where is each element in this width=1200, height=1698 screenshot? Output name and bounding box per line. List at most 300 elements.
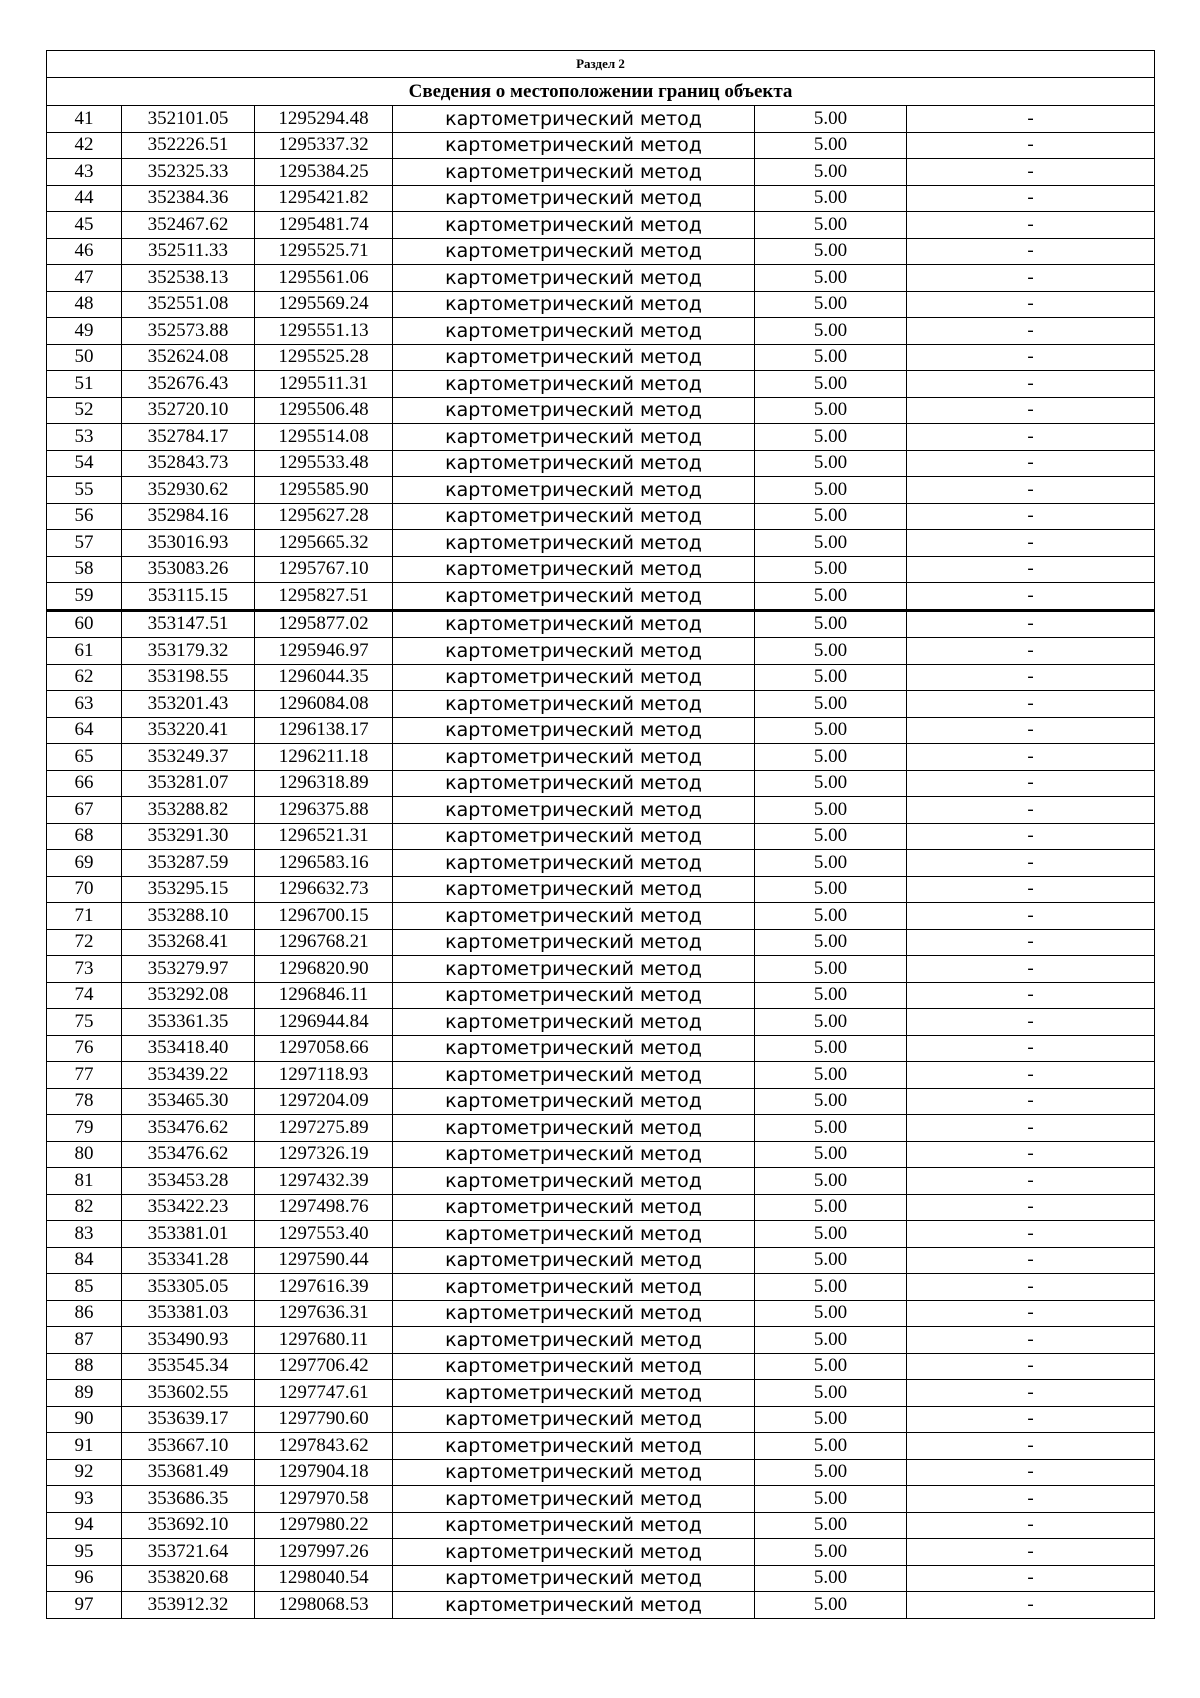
- point-number-cell: 66: [47, 770, 122, 797]
- note-cell: -: [907, 265, 1155, 292]
- x-coordinate-cell: 353361.35: [122, 1009, 255, 1036]
- point-number-cell: 49: [47, 318, 122, 345]
- note-cell: -: [907, 450, 1155, 477]
- method-cell: картометрический метод: [393, 371, 755, 398]
- x-coordinate-cell: 353220.41: [122, 717, 255, 744]
- x-coordinate-cell: 353912.32: [122, 1592, 255, 1619]
- point-number-cell: 80: [47, 1141, 122, 1168]
- y-coordinate-cell: 1297680.11: [255, 1327, 393, 1354]
- point-number-cell: 87: [47, 1327, 122, 1354]
- point-number-cell: 93: [47, 1486, 122, 1513]
- accuracy-cell: 5.00: [755, 744, 907, 771]
- table-row: [47, 1009, 1155, 1036]
- y-coordinate-cell: 1297590.44: [255, 1247, 393, 1274]
- table-row: [47, 238, 1155, 265]
- point-number-cell: 82: [47, 1194, 122, 1221]
- accuracy-cell: 5.00: [755, 212, 907, 239]
- point-number-cell: 95: [47, 1539, 122, 1566]
- y-coordinate-cell: 1296632.73: [255, 876, 393, 903]
- point-number-cell: 65: [47, 744, 122, 771]
- method-cell: картометрический метод: [393, 1035, 755, 1062]
- x-coordinate-cell: 352384.36: [122, 185, 255, 212]
- table-row: [47, 956, 1155, 983]
- method-cell: картометрический метод: [393, 397, 755, 424]
- point-number-cell: 77: [47, 1062, 122, 1089]
- y-coordinate-cell: 1295561.06: [255, 265, 393, 292]
- accuracy-cell: 5.00: [755, 291, 907, 318]
- x-coordinate-cell: 353820.68: [122, 1565, 255, 1592]
- method-cell: картометрический метод: [393, 344, 755, 371]
- method-cell: картометрический метод: [393, 106, 755, 133]
- note-cell: -: [907, 1539, 1155, 1566]
- x-coordinate-cell: 353268.41: [122, 929, 255, 956]
- accuracy-cell: 5.00: [755, 982, 907, 1009]
- point-number-cell: 85: [47, 1274, 122, 1301]
- table-row: [47, 1062, 1155, 1089]
- table-row: [47, 1486, 1155, 1513]
- method-cell: картометрический метод: [393, 823, 755, 850]
- table-row: [47, 717, 1155, 744]
- y-coordinate-cell: 1297498.76: [255, 1194, 393, 1221]
- table-row: [47, 1035, 1155, 1062]
- table-title: Сведения о местоположении границ объекта: [47, 78, 1155, 106]
- x-coordinate-cell: 353602.55: [122, 1380, 255, 1407]
- table-row: [47, 1115, 1155, 1142]
- method-cell: картометрический метод: [393, 1115, 755, 1142]
- note-cell: -: [907, 717, 1155, 744]
- method-cell: картометрический метод: [393, 850, 755, 877]
- x-coordinate-cell: 353381.03: [122, 1300, 255, 1327]
- y-coordinate-cell: 1297616.39: [255, 1274, 393, 1301]
- table-row: [47, 132, 1155, 159]
- note-cell: -: [907, 1300, 1155, 1327]
- point-number-cell: 73: [47, 956, 122, 983]
- accuracy-cell: 5.00: [755, 424, 907, 451]
- note-cell: -: [907, 212, 1155, 239]
- y-coordinate-cell: 1295627.28: [255, 503, 393, 530]
- method-cell: картометрический метод: [393, 744, 755, 771]
- method-cell: картометрический метод: [393, 185, 755, 212]
- table-row: [47, 318, 1155, 345]
- x-coordinate-cell: 353115.15: [122, 583, 255, 611]
- y-coordinate-cell: 1295511.31: [255, 371, 393, 398]
- x-coordinate-cell: 353288.10: [122, 903, 255, 930]
- point-number-cell: 60: [47, 610, 122, 638]
- x-coordinate-cell: 353281.07: [122, 770, 255, 797]
- x-coordinate-cell: 352676.43: [122, 371, 255, 398]
- x-coordinate-cell: 353490.93: [122, 1327, 255, 1354]
- table-row: [47, 1300, 1155, 1327]
- x-coordinate-cell: 353721.64: [122, 1539, 255, 1566]
- note-cell: -: [907, 1433, 1155, 1460]
- table-row: [47, 397, 1155, 424]
- method-cell: картометрический метод: [393, 1300, 755, 1327]
- section-label: Раздел 2: [47, 51, 1155, 78]
- table-row: [47, 691, 1155, 718]
- y-coordinate-cell: 1297706.42: [255, 1353, 393, 1380]
- accuracy-cell: 5.00: [755, 717, 907, 744]
- note-cell: -: [907, 344, 1155, 371]
- x-coordinate-cell: 352720.10: [122, 397, 255, 424]
- x-coordinate-cell: 352624.08: [122, 344, 255, 371]
- y-coordinate-cell: 1297326.19: [255, 1141, 393, 1168]
- note-cell: -: [907, 159, 1155, 186]
- point-number-cell: 43: [47, 159, 122, 186]
- table-row: [47, 1141, 1155, 1168]
- point-number-cell: 64: [47, 717, 122, 744]
- note-cell: -: [907, 1168, 1155, 1195]
- method-cell: картометрический метод: [393, 664, 755, 691]
- y-coordinate-cell: 1296700.15: [255, 903, 393, 930]
- note-cell: -: [907, 1194, 1155, 1221]
- note-cell: -: [907, 982, 1155, 1009]
- x-coordinate-cell: 353476.62: [122, 1115, 255, 1142]
- y-coordinate-cell: 1297553.40: [255, 1221, 393, 1248]
- method-cell: картометрический метод: [393, 1274, 755, 1301]
- x-coordinate-cell: 353439.22: [122, 1062, 255, 1089]
- accuracy-cell: 5.00: [755, 1300, 907, 1327]
- method-cell: картометрический метод: [393, 477, 755, 504]
- y-coordinate-cell: 1295294.48: [255, 106, 393, 133]
- y-coordinate-cell: 1295481.74: [255, 212, 393, 239]
- accuracy-cell: 5.00: [755, 132, 907, 159]
- note-cell: -: [907, 956, 1155, 983]
- accuracy-cell: 5.00: [755, 1274, 907, 1301]
- accuracy-cell: 5.00: [755, 265, 907, 292]
- table-row: [47, 1406, 1155, 1433]
- note-cell: -: [907, 1009, 1155, 1036]
- note-cell: -: [907, 291, 1155, 318]
- method-cell: картометрический метод: [393, 876, 755, 903]
- note-cell: -: [907, 106, 1155, 133]
- method-cell: картометрический метод: [393, 1592, 755, 1619]
- x-coordinate-cell: 352467.62: [122, 212, 255, 239]
- table-row: [47, 212, 1155, 239]
- accuracy-cell: 5.00: [755, 1115, 907, 1142]
- method-cell: картометрический метод: [393, 903, 755, 930]
- point-number-cell: 68: [47, 823, 122, 850]
- note-cell: -: [907, 1088, 1155, 1115]
- note-cell: -: [907, 1247, 1155, 1274]
- note-cell: -: [907, 1380, 1155, 1407]
- note-cell: -: [907, 823, 1155, 850]
- point-number-cell: 96: [47, 1565, 122, 1592]
- y-coordinate-cell: 1295384.25: [255, 159, 393, 186]
- method-cell: картометрический метод: [393, 956, 755, 983]
- y-coordinate-cell: 1298068.53: [255, 1592, 393, 1619]
- y-coordinate-cell: 1297980.22: [255, 1512, 393, 1539]
- table-row: [47, 477, 1155, 504]
- method-cell: картометрический метод: [393, 318, 755, 345]
- table-row: [47, 424, 1155, 451]
- table-row: [47, 291, 1155, 318]
- y-coordinate-cell: 1297118.93: [255, 1062, 393, 1089]
- point-number-cell: 88: [47, 1353, 122, 1380]
- note-cell: -: [907, 744, 1155, 771]
- point-number-cell: 59: [47, 583, 122, 611]
- y-coordinate-cell: 1295827.51: [255, 583, 393, 611]
- y-coordinate-cell: 1295569.24: [255, 291, 393, 318]
- method-cell: картометрический метод: [393, 530, 755, 557]
- note-cell: -: [907, 185, 1155, 212]
- x-coordinate-cell: 353476.62: [122, 1141, 255, 1168]
- x-coordinate-cell: 353279.97: [122, 956, 255, 983]
- table-row: [47, 1539, 1155, 1566]
- method-cell: картометрический метод: [393, 1512, 755, 1539]
- method-cell: картометрический метод: [393, 1539, 755, 1566]
- x-coordinate-cell: 353667.10: [122, 1433, 255, 1460]
- note-cell: -: [907, 1353, 1155, 1380]
- note-cell: -: [907, 1274, 1155, 1301]
- point-number-cell: 91: [47, 1433, 122, 1460]
- accuracy-cell: 5.00: [755, 530, 907, 557]
- table-row: [47, 503, 1155, 530]
- note-cell: -: [907, 797, 1155, 824]
- y-coordinate-cell: 1297275.89: [255, 1115, 393, 1142]
- y-coordinate-cell: 1296044.35: [255, 664, 393, 691]
- table-row: [47, 1380, 1155, 1407]
- point-number-cell: 92: [47, 1459, 122, 1486]
- table-row: [47, 797, 1155, 824]
- y-coordinate-cell: 1295525.71: [255, 238, 393, 265]
- y-coordinate-cell: 1297636.31: [255, 1300, 393, 1327]
- y-coordinate-cell: 1296944.84: [255, 1009, 393, 1036]
- accuracy-cell: 5.00: [755, 956, 907, 983]
- point-number-cell: 52: [47, 397, 122, 424]
- y-coordinate-cell: 1295767.10: [255, 556, 393, 583]
- accuracy-cell: 5.00: [755, 1486, 907, 1513]
- x-coordinate-cell: 352784.17: [122, 424, 255, 451]
- y-coordinate-cell: 1295337.32: [255, 132, 393, 159]
- y-coordinate-cell: 1297997.26: [255, 1539, 393, 1566]
- y-coordinate-cell: 1296521.31: [255, 823, 393, 850]
- y-coordinate-cell: 1295514.08: [255, 424, 393, 451]
- accuracy-cell: 5.00: [755, 903, 907, 930]
- accuracy-cell: 5.00: [755, 556, 907, 583]
- y-coordinate-cell: 1297904.18: [255, 1459, 393, 1486]
- x-coordinate-cell: 353422.23: [122, 1194, 255, 1221]
- accuracy-cell: 5.00: [755, 610, 907, 638]
- x-coordinate-cell: 353692.10: [122, 1512, 255, 1539]
- table-row: [47, 744, 1155, 771]
- table-row: [47, 1592, 1155, 1619]
- point-number-cell: 97: [47, 1592, 122, 1619]
- table-row: [47, 610, 1155, 638]
- note-cell: -: [907, 770, 1155, 797]
- y-coordinate-cell: 1296375.88: [255, 797, 393, 824]
- method-cell: картометрический метод: [393, 610, 755, 638]
- accuracy-cell: 5.00: [755, 450, 907, 477]
- accuracy-cell: 5.00: [755, 106, 907, 133]
- note-cell: -: [907, 1406, 1155, 1433]
- table-row: [47, 903, 1155, 930]
- accuracy-cell: 5.00: [755, 850, 907, 877]
- table-row: [47, 876, 1155, 903]
- accuracy-cell: 5.00: [755, 1009, 907, 1036]
- y-coordinate-cell: 1296583.16: [255, 850, 393, 877]
- y-coordinate-cell: 1295551.13: [255, 318, 393, 345]
- accuracy-cell: 5.00: [755, 1194, 907, 1221]
- accuracy-cell: 5.00: [755, 929, 907, 956]
- accuracy-cell: 5.00: [755, 770, 907, 797]
- table-row: [47, 1433, 1155, 1460]
- note-cell: -: [907, 1565, 1155, 1592]
- accuracy-cell: 5.00: [755, 344, 907, 371]
- note-cell: -: [907, 691, 1155, 718]
- table-row: [47, 982, 1155, 1009]
- method-cell: картометрический метод: [393, 1221, 755, 1248]
- note-cell: -: [907, 318, 1155, 345]
- x-coordinate-cell: 353381.01: [122, 1221, 255, 1248]
- y-coordinate-cell: 1297058.66: [255, 1035, 393, 1062]
- x-coordinate-cell: 352930.62: [122, 477, 255, 504]
- x-coordinate-cell: 353465.30: [122, 1088, 255, 1115]
- accuracy-cell: 5.00: [755, 185, 907, 212]
- point-number-cell: 48: [47, 291, 122, 318]
- note-cell: -: [907, 1221, 1155, 1248]
- y-coordinate-cell: 1297432.39: [255, 1168, 393, 1195]
- x-coordinate-cell: 353016.93: [122, 530, 255, 557]
- method-cell: картометрический метод: [393, 1406, 755, 1433]
- method-cell: картометрический метод: [393, 159, 755, 186]
- point-number-cell: 89: [47, 1380, 122, 1407]
- x-coordinate-cell: 352101.05: [122, 106, 255, 133]
- accuracy-cell: 5.00: [755, 1539, 907, 1566]
- note-cell: -: [907, 1062, 1155, 1089]
- y-coordinate-cell: 1297970.58: [255, 1486, 393, 1513]
- boundary-coordinates-table: [46, 50, 1155, 1619]
- document-page: [46, 50, 1154, 1619]
- method-cell: картометрический метод: [393, 556, 755, 583]
- x-coordinate-cell: 353305.05: [122, 1274, 255, 1301]
- table-row: [47, 1088, 1155, 1115]
- x-coordinate-cell: 353639.17: [122, 1406, 255, 1433]
- table-row: [47, 1327, 1155, 1354]
- y-coordinate-cell: 1295506.48: [255, 397, 393, 424]
- point-number-cell: 57: [47, 530, 122, 557]
- x-coordinate-cell: 353287.59: [122, 850, 255, 877]
- note-cell: -: [907, 583, 1155, 611]
- accuracy-cell: 5.00: [755, 1247, 907, 1274]
- method-cell: картометрический метод: [393, 1353, 755, 1380]
- point-number-cell: 94: [47, 1512, 122, 1539]
- method-cell: картометрический метод: [393, 1141, 755, 1168]
- note-cell: -: [907, 1512, 1155, 1539]
- accuracy-cell: 5.00: [755, 1433, 907, 1460]
- table-row: [47, 185, 1155, 212]
- accuracy-cell: 5.00: [755, 238, 907, 265]
- note-cell: -: [907, 1486, 1155, 1513]
- method-cell: картометрический метод: [393, 238, 755, 265]
- y-coordinate-cell: 1295665.32: [255, 530, 393, 557]
- point-number-cell: 71: [47, 903, 122, 930]
- table-row: [47, 1459, 1155, 1486]
- table-row: [47, 106, 1155, 133]
- method-cell: картометрический метод: [393, 797, 755, 824]
- accuracy-cell: 5.00: [755, 1035, 907, 1062]
- table-row: [47, 664, 1155, 691]
- point-number-cell: 67: [47, 797, 122, 824]
- method-cell: картометрический метод: [393, 1194, 755, 1221]
- accuracy-cell: 5.00: [755, 823, 907, 850]
- x-coordinate-cell: 353681.49: [122, 1459, 255, 1486]
- point-number-cell: 70: [47, 876, 122, 903]
- method-cell: картометрический метод: [393, 1247, 755, 1274]
- table-row: [47, 1353, 1155, 1380]
- method-cell: картометрический метод: [393, 1009, 755, 1036]
- method-cell: картометрический метод: [393, 770, 755, 797]
- method-cell: картометрический метод: [393, 1486, 755, 1513]
- note-cell: -: [907, 638, 1155, 665]
- point-number-cell: 61: [47, 638, 122, 665]
- method-cell: картометрический метод: [393, 265, 755, 292]
- accuracy-cell: 5.00: [755, 1592, 907, 1619]
- method-cell: картометрический метод: [393, 1380, 755, 1407]
- accuracy-cell: 5.00: [755, 797, 907, 824]
- accuracy-cell: 5.00: [755, 318, 907, 345]
- method-cell: картометрический метод: [393, 1459, 755, 1486]
- note-cell: -: [907, 397, 1155, 424]
- x-coordinate-cell: 353201.43: [122, 691, 255, 718]
- point-number-cell: 51: [47, 371, 122, 398]
- table-row: [47, 1194, 1155, 1221]
- point-number-cell: 58: [47, 556, 122, 583]
- accuracy-cell: 5.00: [755, 664, 907, 691]
- y-coordinate-cell: 1295525.28: [255, 344, 393, 371]
- y-coordinate-cell: 1295533.48: [255, 450, 393, 477]
- table-row: [47, 770, 1155, 797]
- accuracy-cell: 5.00: [755, 1380, 907, 1407]
- x-coordinate-cell: 353292.08: [122, 982, 255, 1009]
- table-row: [47, 850, 1155, 877]
- point-number-cell: 56: [47, 503, 122, 530]
- point-number-cell: 54: [47, 450, 122, 477]
- point-number-cell: 69: [47, 850, 122, 877]
- x-coordinate-cell: 352325.33: [122, 159, 255, 186]
- x-coordinate-cell: 352573.88: [122, 318, 255, 345]
- point-number-cell: 81: [47, 1168, 122, 1195]
- point-number-cell: 83: [47, 1221, 122, 1248]
- point-number-cell: 41: [47, 106, 122, 133]
- method-cell: картометрический метод: [393, 1565, 755, 1592]
- point-number-cell: 45: [47, 212, 122, 239]
- accuracy-cell: 5.00: [755, 1327, 907, 1354]
- table-row: [47, 1247, 1155, 1274]
- y-coordinate-cell: 1297790.60: [255, 1406, 393, 1433]
- x-coordinate-cell: 353249.37: [122, 744, 255, 771]
- note-cell: -: [907, 503, 1155, 530]
- table-row: [47, 450, 1155, 477]
- accuracy-cell: 5.00: [755, 397, 907, 424]
- note-cell: -: [907, 530, 1155, 557]
- note-cell: -: [907, 238, 1155, 265]
- table-row: [47, 371, 1155, 398]
- table-row: [47, 1512, 1155, 1539]
- method-cell: картометрический метод: [393, 1062, 755, 1089]
- x-coordinate-cell: 353341.28: [122, 1247, 255, 1274]
- method-cell: картометрический метод: [393, 691, 755, 718]
- accuracy-cell: 5.00: [755, 1141, 907, 1168]
- method-cell: картометрический метод: [393, 424, 755, 451]
- accuracy-cell: 5.00: [755, 1221, 907, 1248]
- point-number-cell: 72: [47, 929, 122, 956]
- accuracy-cell: 5.00: [755, 1512, 907, 1539]
- note-cell: -: [907, 1592, 1155, 1619]
- point-number-cell: 86: [47, 1300, 122, 1327]
- table-row: [47, 1221, 1155, 1248]
- method-cell: картометрический метод: [393, 212, 755, 239]
- table-row: [47, 638, 1155, 665]
